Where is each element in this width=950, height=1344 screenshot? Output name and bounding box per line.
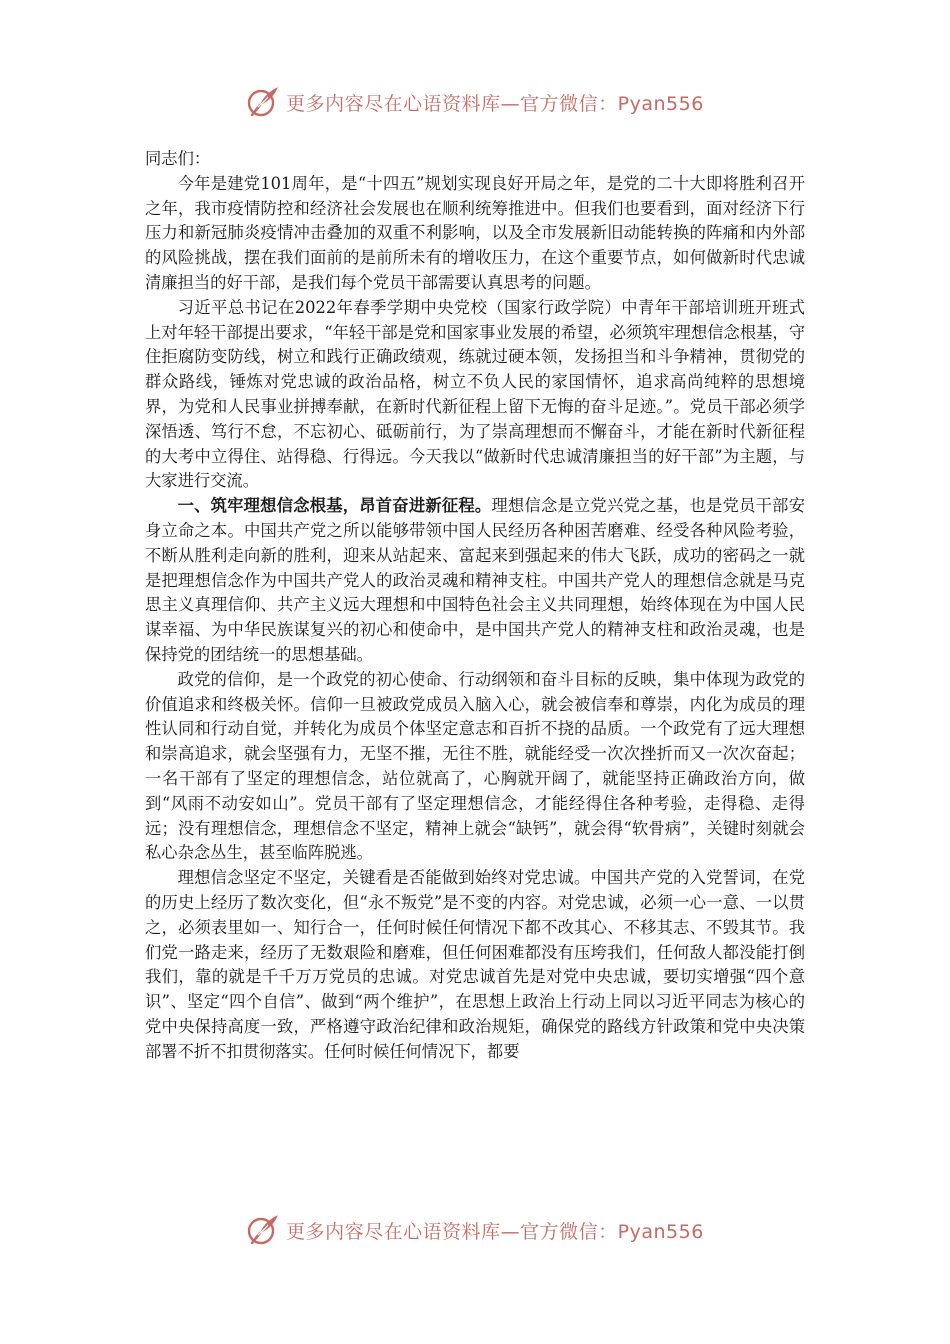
section-heading: 一、筑牢理想信念根基，昂首奋进新征程。 [177,496,492,516]
watermark-footer [0,1210,950,1250]
watermark-text: 更多内容尽在心语资料库—官方微信：Pyan556 [286,92,704,115]
salutation: 同志们： [145,149,211,168]
paragraph [145,494,805,668]
paragraph-text: 政党的信仰，是一个政党的初心使命、行动纲领和奋斗目标的反映，集中体现为政党的价值追求和终极关怀。信仰一旦被政党成员入脑入心，就会被信奉和尊崇，内化为成员的理性认同和行动自觉，并转化为成员个体坚定意志和百折不挠的品质。一个政党有了远大理想和崇高追求，就会坚强有力，无坚不摧，无往不胜，就能经受一次次挫折而又一次次奋起；一名干部有了坚定的理想信念，站位就高了，心胸就开阔了，就能坚持正确政治方向，做到“风雨不动安如山”。党员干部有了坚定理想信念，才能经得住各种考验，走得稳、走得远；没有理想信念，理想信念不坚定，精神上就会“缺钙”，就会得“软骨病”，关键时刻就会私心杂念丛生，甚至临阵脱逃。 [145,669,805,863]
watermark-text: 更多内容尽在心语资料库—官方微信：Pyan556 [286,1220,704,1243]
paragraph-text: 理想信念坚定不坚定，关键看是否能做到始终对党忠诚。中国共产党的入党誓词，在党的历史上经历了数次变化，但“永不叛党”是不变的内容。对党忠诚，必须一心一意、一以贯之，必须表里如一、知行合一，任何时候任何情况下都不改其心、不移其志、不毁其节。我们党一路走来，经历了无数艰险和磨难，但任何困难都没有压垮我们，任何敌人都没能打倒我们，靠的就是千千万万党员的忠诚。对党忠诚首先是对党中央忠诚，要切实增强“四个意识”、坚定“四个自信”、做到“两个维护”，在思想上政治上行动上同以习近平同志为核心的党中央保持高度一致，严格遵守政治纪律和政治规矩，确保党的路线方针政策和党中央决策部署不折不扣贯彻落实。任何时候任何情况下，都要 [145,868,805,1061]
paragraph [145,172,805,296]
paragraph-text: 今年是建党101周年，是“十四五”规划实现良好开局之年，是党的二十大即将胜利召开之年，我市疫情防控和经济社会发展也在顺利统筹推进中。但我们也要看到，面对经济下行压力和新冠肺炎疫情冲击叠加的双重不利影响，以及全市发展新旧动能转换的阵痛和内外部的风险挑战，摆在我们面前的是前所未有的增收压力，在这个重要节点，如何做新时代忠诚清廉担当的好干部，是我们每个党员干部需要认真思考的问题。 [145,173,805,292]
document-body [145,147,805,1064]
quill-logo-icon [246,1213,280,1247]
paragraph-text: 习近平总书记在2022年春季学期中央党校（国家行政学院）中青年干部培训班开班式上对年轻干部提出要求，“年轻干部是党和国家事业发展的希望，必须筑牢理想信念根基，守住拒腐防变防线，树立和践行正确政绩观，练就过硬本领，发扬担当和斗争精神，贯彻党的群众路线，锤炼对党忠诚的政治品格，树立不负人民的家国情怀，追求高尚纯粹的思想境界，为党和人民事业拼搏奉献，在新时代新征程上留下无悔的奋斗足迹。”。党员干部必须学深悟透、笃行不怠，不忘初心、砥砺前行，为了崇高理想而不懈奋斗，才能在新时代新征程的大考中立得住、站得稳、行得远。今天我以“做新时代忠诚清廉担当的好干部”为主题，与大家进行交流。 [145,297,805,491]
quill-logo-icon [246,85,280,119]
paragraph-text: 理想信念是立党兴党之基，也是党员干部安身立命之本。中国共产党之所以能够带领中国人民经历各种困苦磨难、经受各种风险考验，不断从胜利走向新的胜利，迎来从站起来、富起来到强起来的伟大飞跃，成功的密码之一就是把理想信念作为中国共产党人的政治灵魂和精神支柱。中国共产党人的理想信念就是马克思主义真理信仰、共产主义远大理想和中国特色社会主义共同理想，始终体现在为中国人民谋幸福、为中华民族谋复兴的初心和使命中，是中国共产党人的精神支柱和政治灵魂，也是保持党的团结统一的思想基础。 [145,496,805,664]
paragraph [145,668,805,866]
paragraph [145,866,805,1064]
paragraph [145,296,805,494]
watermark-header [0,82,950,122]
